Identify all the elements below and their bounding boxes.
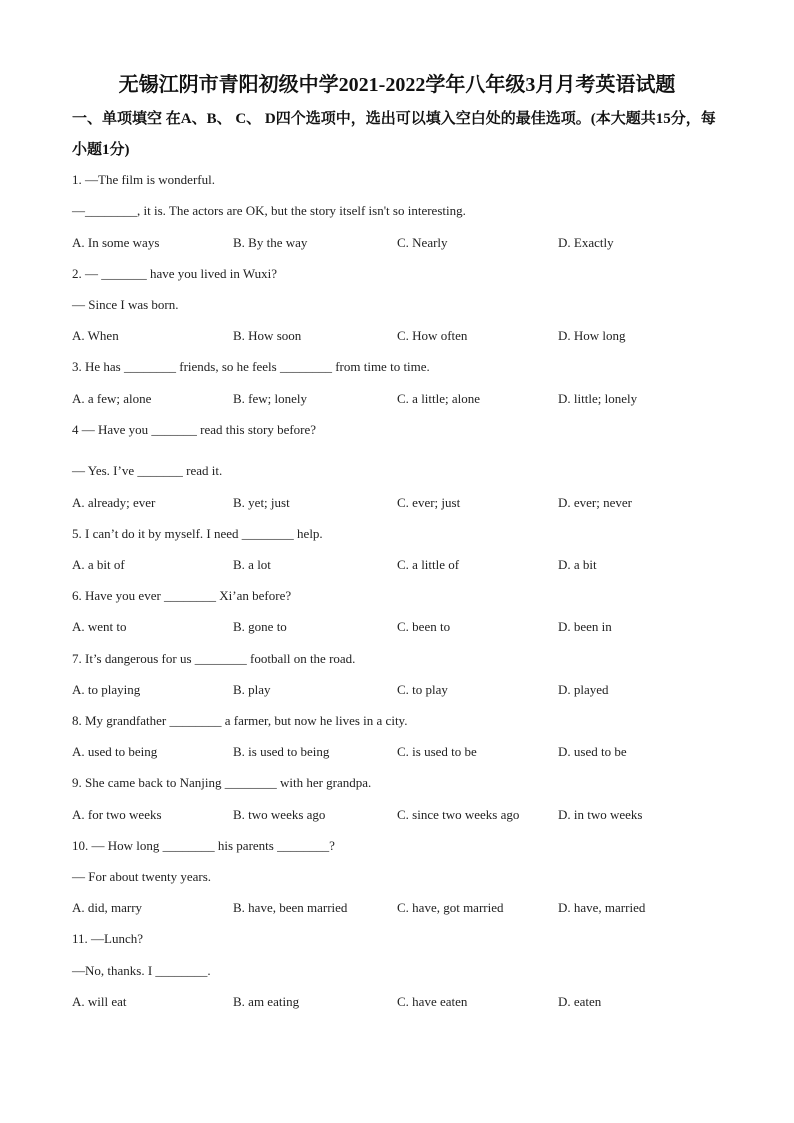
option-d: D. played: [558, 682, 609, 697]
option-d: D. eaten: [558, 994, 602, 1009]
question-stem: 5. I can’t do it by myself. I need ________ help.: [72, 526, 323, 541]
option-c: C. is used to be: [397, 744, 477, 759]
page-title: 无锡江阴市青阳初级中学2021-2022学年八年级3月月考英语试题: [118, 74, 676, 96]
question-line: —________, it is. The actors are OK, but the story itself isn't so interesting.: [72, 203, 466, 218]
options-row: [0, 682, 794, 698]
option-a: A. already; ever: [72, 495, 156, 510]
option-c: C. to play: [397, 682, 448, 697]
option-d: D. little; lonely: [558, 391, 638, 406]
options-row: [0, 328, 794, 344]
option-c: C. a little; alone: [397, 391, 481, 406]
option-c: C. been to: [397, 619, 451, 634]
option-b: B. have, been married: [233, 900, 348, 915]
option-c: C. since two weeks ago: [397, 807, 520, 822]
question-stem: 1. —The film is wonderful.: [72, 172, 215, 187]
option-d: D. in two weeks: [558, 807, 643, 822]
question-stem: 8. My grandfather ________ a farmer, but now he lives in a city.: [72, 713, 408, 728]
question-stem: 7. It’s dangerous for us ________ football on the road.: [72, 651, 356, 666]
option-a: A. to playing: [72, 682, 141, 697]
option-d: D. used to be: [558, 744, 627, 759]
question-stem: 3. He has ________ friends, so he feels ________ from time to time.: [72, 359, 430, 374]
options-row: [0, 994, 794, 1010]
options-row: [0, 557, 794, 573]
option-a: A. for two weeks: [72, 807, 162, 822]
option-b: B. yet; just: [233, 495, 290, 510]
option-b: B. a lot: [233, 557, 271, 572]
option-b: B. gone to: [233, 619, 287, 634]
options-row: [0, 744, 794, 760]
question-stem: 2. — _______ have you lived in Wuxi?: [72, 266, 278, 281]
option-d: D. have, married: [558, 900, 646, 915]
option-c: C. have eaten: [397, 994, 468, 1009]
option-c: C. a little of: [397, 557, 460, 572]
question-stem: 11. —Lunch?: [72, 931, 143, 946]
option-d: D. a bit: [558, 557, 597, 572]
option-b: B. is used to being: [233, 744, 330, 759]
option-b: B. few; lonely: [233, 391, 308, 406]
option-d: D. been in: [558, 619, 612, 634]
section-heading: 一、单项填空 在A、B、 C、 D四个选项中，选出可以填入空白处的最佳选项。(本大题共15分，每小题1分): [72, 111, 716, 158]
option-a: A. a bit of: [72, 557, 125, 572]
question-stem: 9. She came back to Nanjing ________ with her grandpa.: [72, 775, 372, 790]
question-line: —No, thanks. I ________.: [72, 963, 211, 978]
option-c: C. Nearly: [397, 235, 448, 250]
options-row: [0, 495, 794, 511]
question-stem: 10. — How long ________ his parents ________?: [72, 838, 335, 853]
option-a: A. used to being: [72, 744, 158, 759]
option-a: A. a few; alone: [72, 391, 152, 406]
option-c: C. How often: [397, 328, 468, 343]
options-row: [0, 807, 794, 823]
option-d: D. How long: [558, 328, 626, 343]
question-line: — Since I was born.: [72, 297, 179, 312]
option-b: B. two weeks ago: [233, 807, 326, 822]
option-b: B. am eating: [233, 994, 300, 1009]
option-a: A. When: [72, 328, 119, 343]
options-row: [0, 391, 794, 407]
option-a: A. will eat: [72, 994, 127, 1009]
option-d: D. ever; never: [558, 495, 632, 510]
option-b: B. How soon: [233, 328, 302, 343]
options-row: [0, 900, 794, 916]
question-line: — Yes. I’ve _______ read it.: [72, 463, 223, 478]
question-stem: 4 — Have you _______ read this story before?: [72, 422, 317, 437]
option-b: B. By the way: [233, 235, 308, 250]
question-stem: 6. Have you ever ________ Xi’an before?: [72, 588, 292, 603]
question-line: — For about twenty years.: [72, 869, 212, 884]
option-c: C. ever; just: [397, 495, 461, 510]
option-a: A. In some ways: [72, 235, 160, 250]
option-b: B. play: [233, 682, 271, 697]
option-d: D. Exactly: [558, 235, 614, 250]
options-row: [0, 619, 794, 635]
options-row: [0, 235, 794, 251]
option-c: C. have, got married: [397, 900, 504, 915]
option-a: A. went to: [72, 619, 127, 634]
option-a: A. did, marry: [72, 900, 143, 915]
